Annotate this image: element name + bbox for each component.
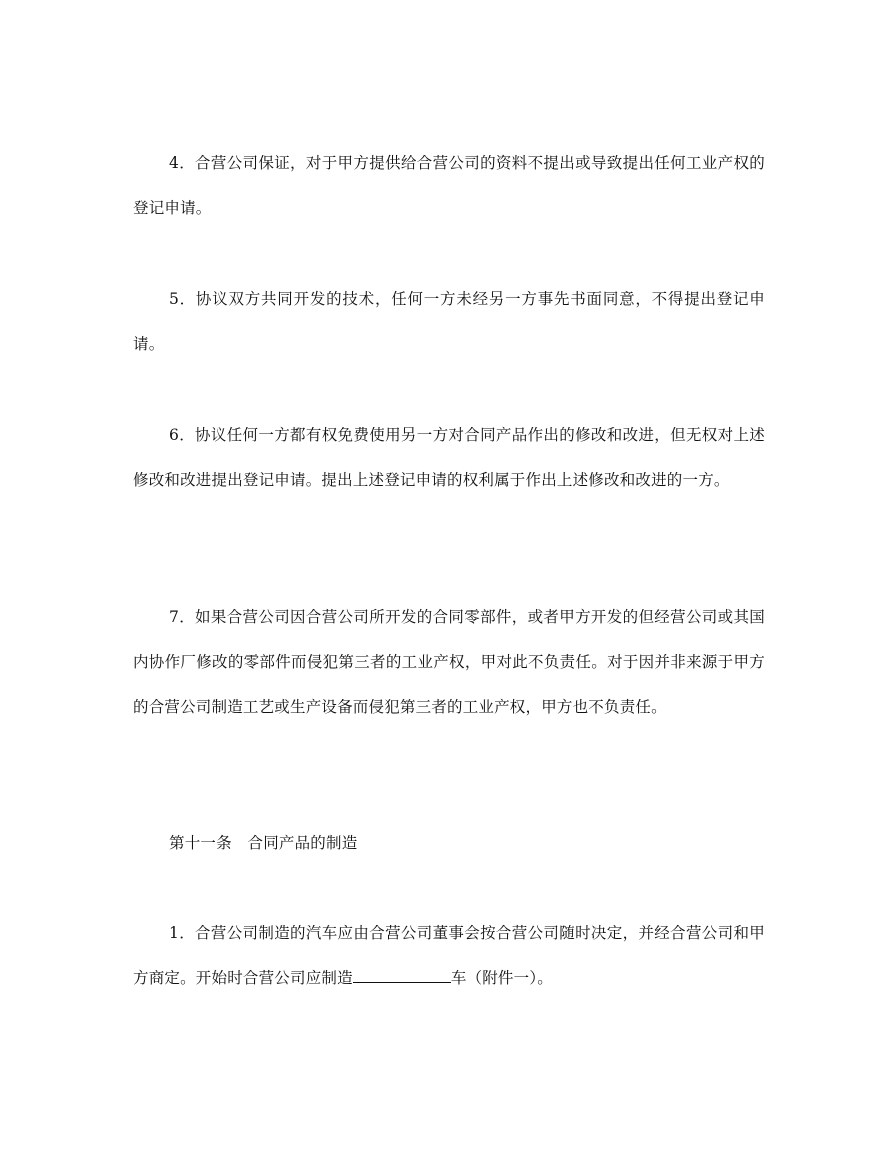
article-11-heading-text: 第十一条 合同产品的制造: [169, 834, 358, 852]
article-11-clause-1-text-after: 车（附件一）。: [450, 969, 553, 987]
clause-6-text: 6．协议任何一方都有权免费使用另一方对合同产品作出的修改和改进，但无权对上述修改和改进提出登记申请。提出上述登记申请的权利属于作出上述修改和改进的一方。: [133, 426, 765, 489]
clause-4-paragraph: [133, 141, 765, 231]
clause-5-text: 5．协议双方共同开发的技术，任何一方未经另一方事先书面同意，不得提出登记申请。: [133, 290, 765, 353]
fill-in-blank: [353, 968, 451, 983]
clause-5-paragraph: [133, 277, 765, 367]
article-11-clause-1-paragraph: [133, 911, 765, 1001]
article-11-clause-1-text-before: 1．合营公司制造的汽车应由合营公司董事会按合营公司随时决定，并经合营公司和甲方商定。开始时合营公司应制造: [133, 924, 765, 987]
clause-6-paragraph: [133, 413, 765, 503]
clause-7-text: 7．如果合营公司因合营公司所开发的合同零部件，或者甲方开发的但经营公司或其国内协作厂修改的零部件而侵犯第三者的工业产权，甲对此不负责任。对于因并非来源于甲方的合营公司制造工艺或生产设备而侵犯第三者的工业产权，甲方也不负责任。: [133, 608, 765, 716]
clause-4-text: 4．合营公司保证，对于甲方提供给合营公司的资料不提出或导致提出任何工业产权的登记申请。: [133, 154, 765, 217]
clause-7-paragraph: [133, 595, 765, 730]
article-11-heading: [133, 821, 765, 866]
